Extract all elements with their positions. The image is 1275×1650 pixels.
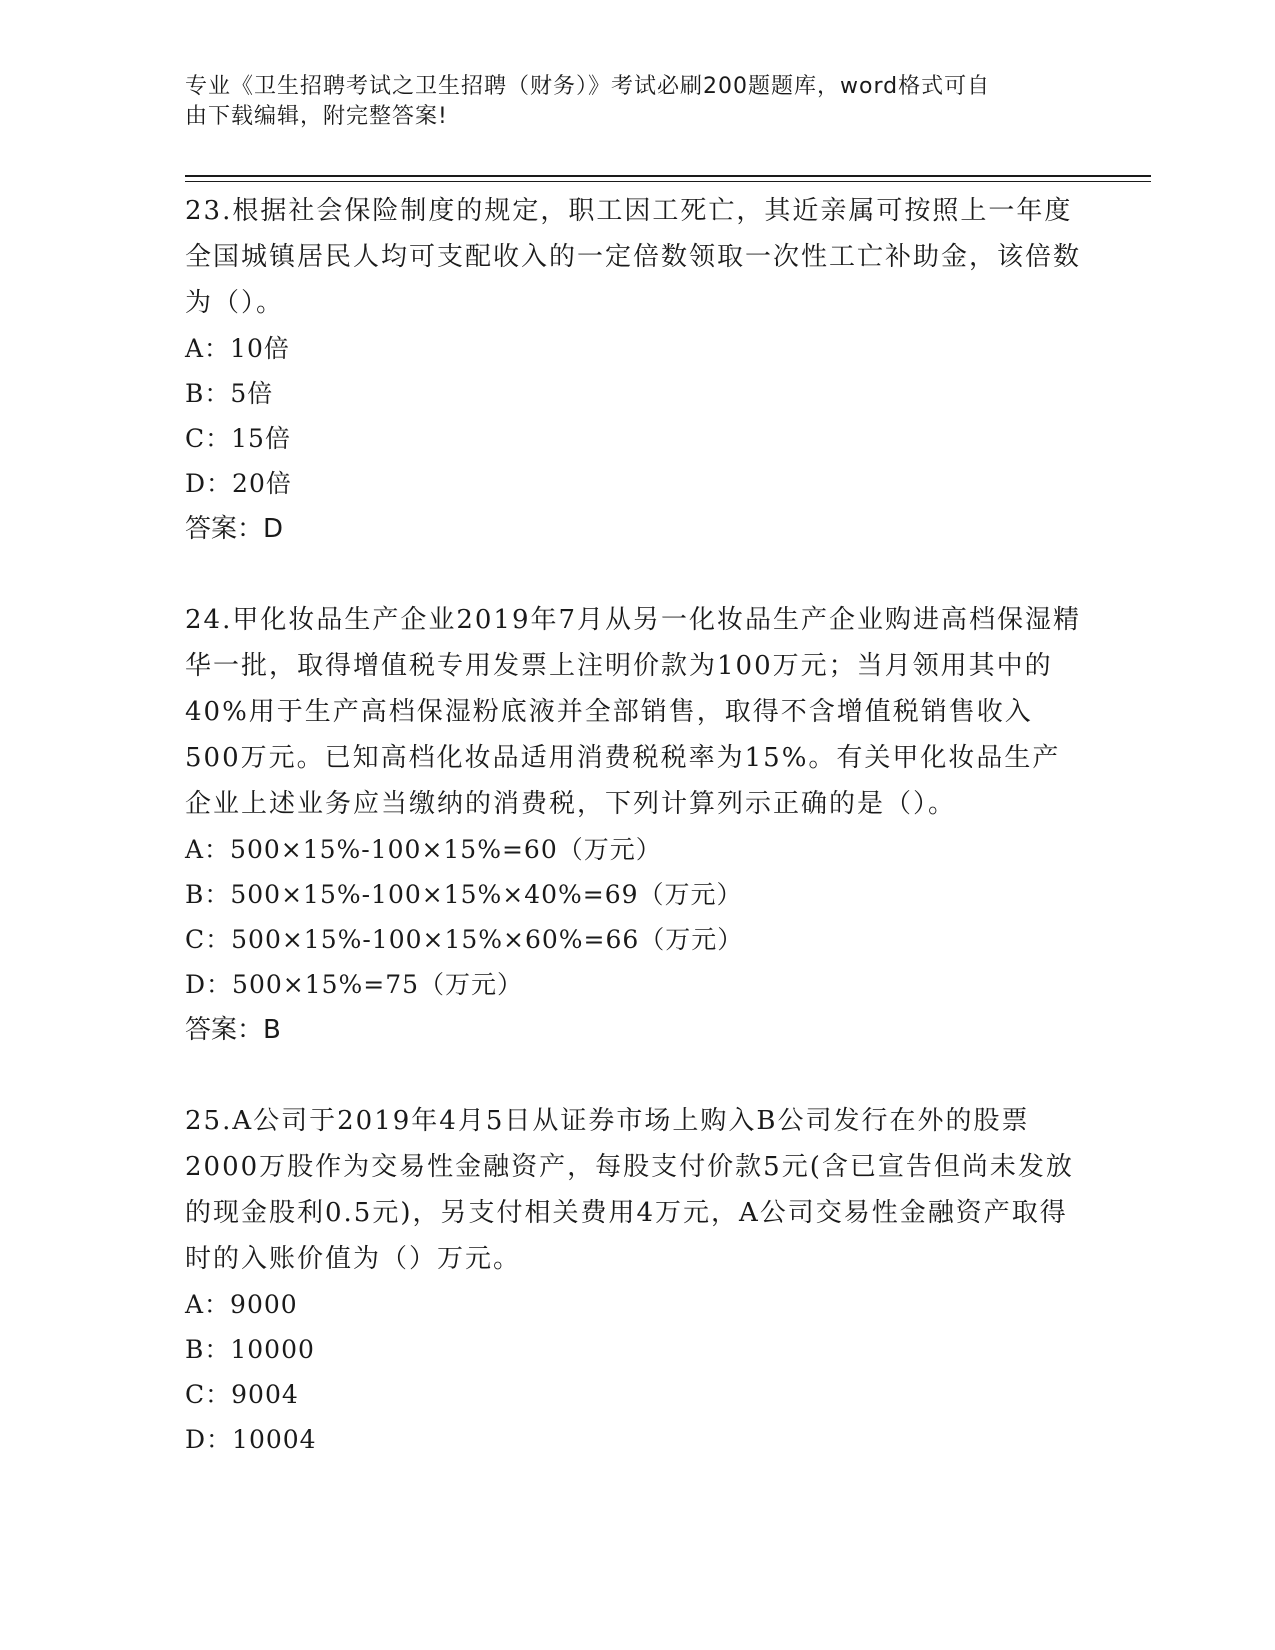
question-text: 25.A公司于2019年4月5日从证券市场上购入B公司发行在外的股票2000万股作为交易性金融资产，每股支付价款5元(含已宣告但尚未发放的现金股利0.5元)，另支付相关费用4万元，A公司交易性金融资产取得时的入账价值为（）万元。 xyxy=(185,1106,1074,1274)
document-header xyxy=(185,72,1065,132)
option-c: C：500×15%-100×15%×60%=66（万元） xyxy=(185,925,744,954)
option-d: D：10004 xyxy=(185,1425,317,1454)
question-text: 23.根据社会保险制度的规定，职工因工死亡，其近亲属可按照上一年度全国城镇居民人均可支配收入的一定倍数领取一次性工亡补助金，该倍数为（）。 xyxy=(185,196,1082,318)
option-a: A：9000 xyxy=(185,1290,298,1319)
question-text: 24.甲化妆品生产企业2019年7月从另一化妆品生产企业购进高档保湿精华一批，取得增值税专用发票上注明价款为100万元；当月领用其中的40%用于生产高档保湿粉底液并全部销售，取得不含增值税销售收入500万元。已知高档化妆品适用消费税税率为15%。有关甲化妆品生产企业上述业务应当缴纳的消费税，下列计算列示正确的是（）。 xyxy=(185,605,1082,819)
header-line-2: 由下载编辑，附完整答案! xyxy=(185,104,448,129)
option-d: D：20倍 xyxy=(185,469,292,498)
answer-label: 答案：D xyxy=(185,514,284,544)
option-a: A：10倍 xyxy=(185,334,290,363)
question-23 xyxy=(185,188,1085,552)
option-c: C：9004 xyxy=(185,1380,299,1409)
option-b: B：500×15%-100×15%×40%=69（万元） xyxy=(185,880,743,909)
option-b: B：5倍 xyxy=(185,379,274,408)
question-25 xyxy=(185,1098,1085,1462)
option-b: B：10000 xyxy=(185,1335,315,1364)
header-line-1: 专业《卫生招聘考试之卫生招聘（财务）》考试必刷200题题库，word格式可自 xyxy=(185,74,991,99)
question-24 xyxy=(185,597,1085,1053)
option-d: D：500×15%=75（万元） xyxy=(185,970,524,999)
header-divider-thick xyxy=(185,175,1151,177)
option-c: C：15倍 xyxy=(185,424,291,453)
header-divider-thin xyxy=(185,181,1151,182)
answer-label: 答案：B xyxy=(185,1015,281,1045)
question-list xyxy=(185,188,1085,1507)
option-a: A：500×15%-100×15%=60（万元） xyxy=(185,835,662,864)
